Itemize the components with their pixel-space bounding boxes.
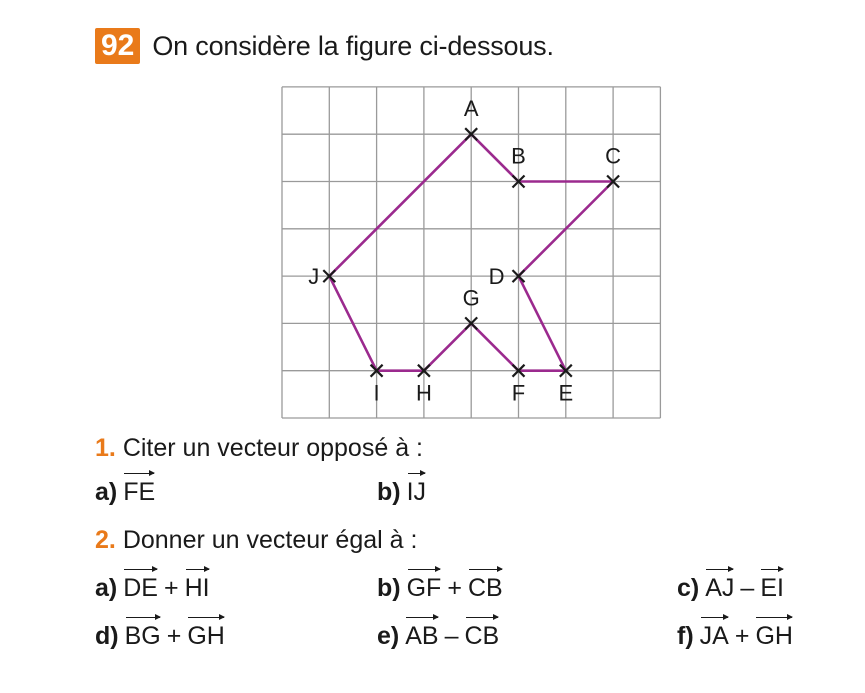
vector: CB bbox=[465, 614, 500, 651]
q2-item-a bbox=[95, 566, 210, 603]
vector: GF bbox=[407, 566, 442, 603]
operator: + bbox=[447, 574, 462, 602]
question-2 bbox=[95, 526, 417, 555]
vector: CB bbox=[468, 566, 503, 603]
point-g-label: G bbox=[462, 285, 480, 311]
question-2-text: Donner un vecteur égal à : bbox=[122, 526, 418, 554]
q2-item-e bbox=[377, 614, 499, 651]
q2-item-a-label: a) bbox=[95, 574, 118, 602]
operator: + bbox=[734, 622, 750, 650]
q1-item-b-label: b) bbox=[377, 478, 401, 506]
vector: IJ bbox=[407, 470, 426, 507]
point-b-label: B bbox=[511, 143, 526, 169]
operator: – bbox=[740, 574, 755, 602]
point-h-label: H bbox=[415, 380, 432, 406]
point-e-label: E bbox=[558, 380, 574, 406]
question-1 bbox=[95, 434, 423, 463]
question-1-number: 1. bbox=[95, 434, 116, 462]
q2-item-d-label: d) bbox=[95, 622, 119, 650]
vector: GH bbox=[187, 614, 225, 651]
vector: GH bbox=[755, 614, 793, 651]
point-j-label: J bbox=[308, 264, 320, 290]
point-c-label: C bbox=[605, 143, 622, 169]
q2-item-c-label: c) bbox=[677, 574, 700, 602]
vector: AJ bbox=[705, 566, 734, 603]
q2-item-b-label: b) bbox=[377, 574, 401, 602]
q2-item-f-label: f) bbox=[677, 622, 694, 650]
operator: + bbox=[163, 574, 179, 602]
q2-item-c bbox=[677, 566, 784, 603]
exercise-number-badge: 92 bbox=[95, 28, 140, 64]
vector: EI bbox=[760, 566, 784, 603]
q2-item-d bbox=[95, 614, 225, 651]
vector: BG bbox=[125, 614, 161, 651]
point-a-label: A bbox=[463, 96, 479, 122]
question-2-number: 2. bbox=[95, 526, 116, 554]
q2-item-b bbox=[377, 566, 503, 603]
q2-item-f bbox=[677, 614, 793, 651]
vector: AB bbox=[405, 614, 438, 651]
exercise-title: On considère la figure ci-dessous. bbox=[152, 30, 554, 61]
q1-item-a-label: a) bbox=[95, 478, 118, 506]
q1-item-a bbox=[95, 470, 155, 507]
operator: – bbox=[444, 622, 459, 650]
vector: DE bbox=[123, 566, 158, 603]
q2-item-e-label: e) bbox=[377, 622, 400, 650]
question-1-text: Citer un vecteur opposé à : bbox=[122, 434, 423, 462]
q1-item-b bbox=[377, 470, 426, 507]
point-i-label: I bbox=[373, 380, 380, 406]
point-d-label: D bbox=[488, 264, 505, 290]
point-f-label: F bbox=[511, 380, 526, 406]
vector: JA bbox=[700, 614, 729, 651]
vector: HI bbox=[185, 566, 210, 603]
operator: + bbox=[166, 622, 182, 650]
vector: FE bbox=[123, 470, 155, 507]
